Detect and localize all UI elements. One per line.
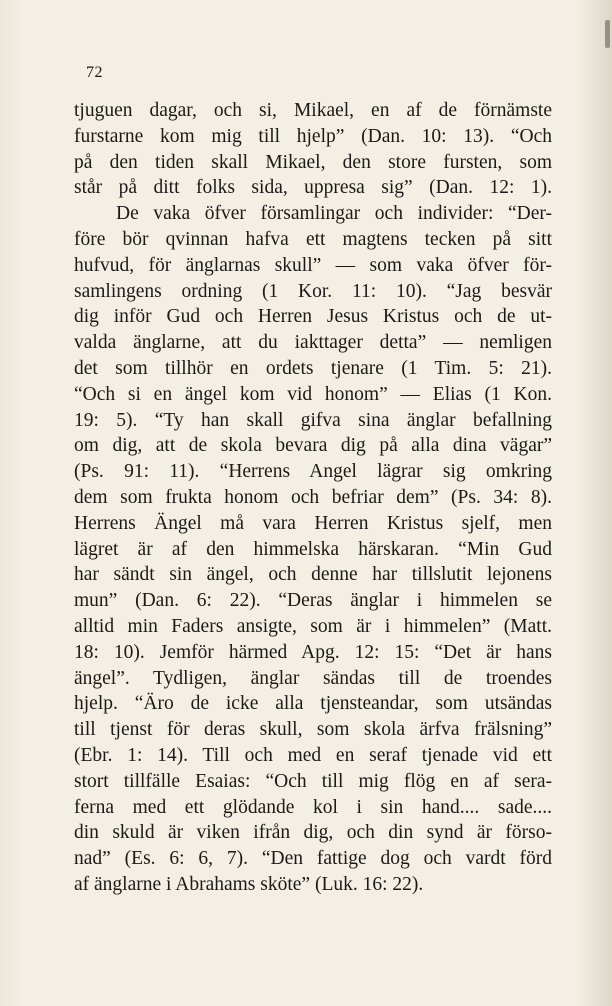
text-line: före bör qvinnan hafva ett magtens tecken på sitt bbox=[74, 228, 552, 250]
text-line: alltid min Faders ansigte, som är i himmelen” (Matt. bbox=[74, 615, 552, 637]
text-line: till tjenst för deras skull, som skola ärfva frälsning” bbox=[74, 719, 552, 741]
text-line: mun” (Dan. 6: 22). “Deras änglar i himmelen se bbox=[74, 590, 552, 612]
text-line: din skuld är viken ifrån dig, och din synd är förso- bbox=[74, 822, 552, 844]
text-line: samlingens ordning (1 Kor. 11: 10). “Jag besvär bbox=[74, 280, 552, 302]
text-line: (Ebr. 1: 14). Till och med en seraf tjenade vid ett bbox=[74, 744, 552, 766]
text-line: hjelp. “Äro de icke alla tjensteandar, som utsändas bbox=[74, 693, 552, 715]
text-line: 19: 5). “Ty han skall gifva sina änglar befallning bbox=[74, 409, 552, 431]
text-line: nad” (Es. 6: 6, 7). “Den fattige dog och vardt förd bbox=[74, 848, 552, 870]
text-line: har sändt sin ängel, och denne har tillslutit lejonens bbox=[74, 564, 552, 586]
page-number: 72 bbox=[86, 64, 103, 81]
text-line: Herrens Ängel må vara Herren Kristus sjelf, men bbox=[74, 512, 552, 534]
text-line: dem som frukta honom och befriar dem” (Ps. 34: 8). bbox=[74, 486, 552, 508]
text-line: De vaka öfver församlingar och individer: “Der- bbox=[116, 203, 552, 225]
text-line: ferna med ett glödande kol i sin hand.... sade.... bbox=[74, 796, 552, 818]
text-line: tjuguen dagar, och si, Mikael, en af de förnämste bbox=[74, 100, 552, 121]
text-line: på den tiden skall Mikael, den store fursten, som bbox=[74, 151, 552, 173]
text-line: hufvud, för änglarnas skull” — som vaka öfver för- bbox=[74, 254, 552, 276]
text-line: står på ditt folks sida, uppresa sig” (Dan. 12: 1). bbox=[74, 177, 552, 199]
text-line: det som tillhör en ordets tjenare (1 Tim. 5: 21). bbox=[74, 357, 552, 379]
text-line: dig inför Gud och Herren Jesus Kristus och de ut- bbox=[74, 306, 552, 328]
text-line: af änglarne i Abrahams sköte” (Luk. 16: 22). bbox=[74, 873, 424, 895]
text-line: ängel”. Tydligen, änglar sändas till de troendes bbox=[74, 667, 552, 689]
text-line: lägret är af den himmelska härskaran. “Min Gud bbox=[74, 538, 552, 560]
body-text bbox=[74, 98, 552, 898]
page-edge-mark bbox=[605, 20, 610, 48]
text-line: furstarne kom mig till hjelp” (Dan. 10: 13). “Och bbox=[74, 125, 552, 147]
text-line: (Ps. 91: 11). “Herrens Angel lägrar sig omkring bbox=[74, 461, 552, 483]
text-line: “Och si en ängel kom vid honom” — Elias (1 Kon. bbox=[74, 383, 552, 405]
text-line: om dig, att de skola bevara dig på alla dina vägar” bbox=[74, 435, 552, 457]
text-line: valda änglarne, att du iakttager detta” — nemligen bbox=[74, 332, 552, 354]
text-line: stort tillfälle Esaias: “Och till mig flög en af sera- bbox=[74, 770, 552, 792]
text-line: 18: 10). Jemför härmed Apg. 12: 15: “Det är hans bbox=[74, 641, 552, 663]
